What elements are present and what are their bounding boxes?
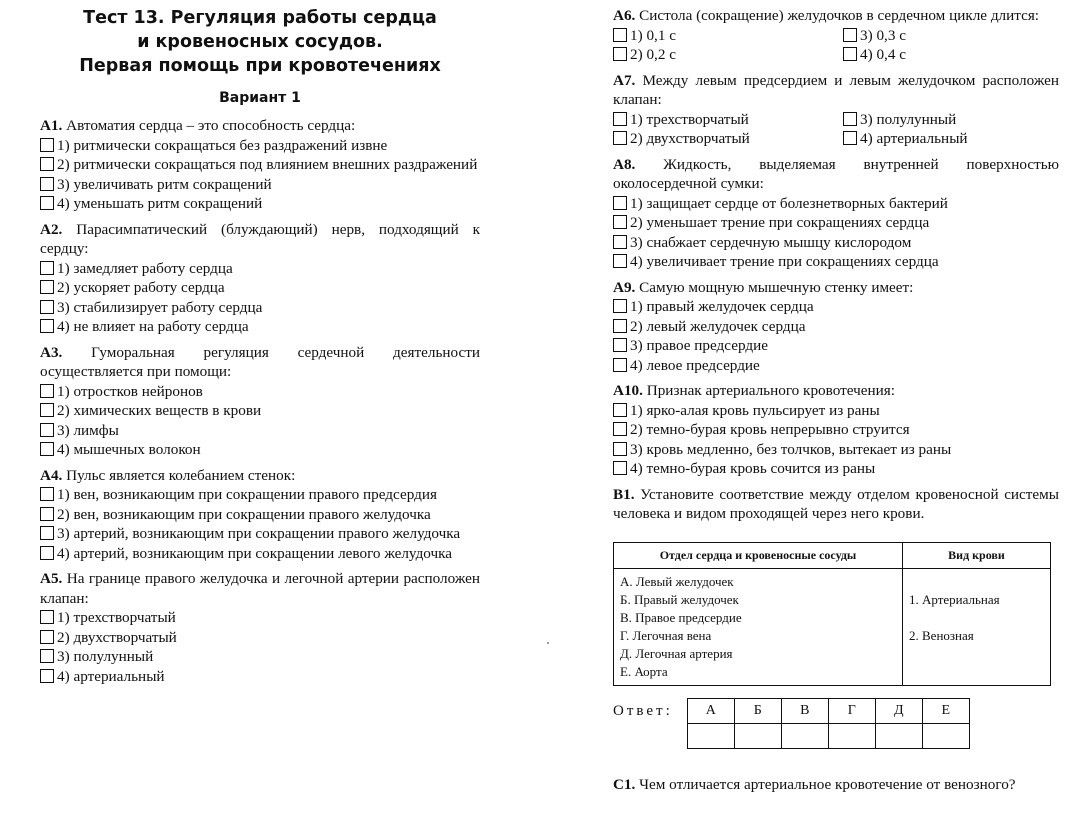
answer-cell[interactable] (687, 724, 734, 749)
variant-heading: Вариант 1 (219, 90, 301, 106)
checkbox[interactable] (40, 487, 54, 501)
question-text: Пульс является колебанием стенок: (66, 466, 296, 484)
answer-cell[interactable] (875, 724, 922, 749)
checkbox[interactable] (40, 630, 54, 644)
checkbox[interactable] (40, 157, 54, 171)
answer-letter: В (781, 699, 828, 724)
checkbox[interactable] (843, 47, 857, 61)
checkbox[interactable] (40, 423, 54, 437)
answer-block (613, 698, 1059, 749)
answer-option[interactable]: 1) вен, возникающим при сокращении правого предсердия (40, 485, 480, 505)
question-а5 (40, 569, 480, 686)
list-item: Е. Аорта (620, 664, 668, 679)
answer-cell[interactable] (781, 724, 828, 749)
question-а10 (613, 381, 1059, 479)
answer-letter: Б (734, 699, 781, 724)
page-title (40, 6, 480, 78)
checkbox[interactable] (40, 300, 54, 314)
answer-option[interactable]: 4) 0,4 с (843, 45, 1043, 65)
checkbox[interactable] (613, 299, 627, 313)
list-item: 2. Венозная (909, 628, 974, 643)
question-c1 (613, 775, 1059, 795)
checkbox[interactable] (613, 358, 627, 372)
answer-letter: Д (875, 699, 922, 724)
answer-option[interactable]: 1) правый желудочек сердца (613, 297, 1059, 317)
answer-cell[interactable] (734, 724, 781, 749)
question-а4 (40, 466, 480, 564)
parts-cell (614, 569, 903, 686)
answer-option[interactable]: 2) 0,2 с (613, 45, 843, 65)
title-line-3: Первая помощь при кровотечениях (79, 56, 441, 76)
checkbox[interactable] (843, 112, 857, 126)
question-text: Жидкость, выделяемая внутренней поверхностью околосердечной сумки: (613, 155, 1060, 192)
question-text: На границе правого желудочка и легочной артерии расположен клапан: (40, 570, 480, 607)
answer-option[interactable]: 2) двухстворчатый (40, 628, 480, 648)
question-text: Систола (сокращение) желудочков в сердечном цикле длится: (639, 7, 1040, 24)
question-a6 (613, 6, 1059, 65)
answer-cell[interactable] (828, 724, 875, 749)
answer-option[interactable]: 4) артериальный (843, 129, 1043, 149)
checkbox[interactable] (40, 442, 54, 456)
question-text: Парасимпатический (блуждающий) нерв, подходящий к сердцу: (40, 220, 481, 257)
answer-option[interactable]: 3) снабжает сердечную мышцу кислородом (613, 233, 1059, 253)
answer-option[interactable]: 1) 0,1 с (613, 26, 843, 46)
list-item: В. Правое предсердие (620, 610, 742, 625)
question-text: Гуморальная регуляция сердечной деятельности осуществляется при помощи: (40, 343, 480, 380)
answer-option[interactable]: 4) уменьшать ритм сокращений (40, 194, 480, 214)
list-item: Б. Правый желудочек (620, 592, 739, 607)
answer-option[interactable]: 4) увеличивает трение при сокращениях сердца (613, 252, 1059, 272)
question-number: А1. (40, 117, 63, 134)
answer-option[interactable]: 3) артерий, возникающим при сокращении правого желудочка (40, 524, 480, 544)
question-text: Между левым предсердием и левым желудочком расположен клапан: (613, 71, 1060, 108)
right-question-list (613, 155, 1059, 479)
list-item: А. Левый желудочек (620, 574, 734, 589)
answer-grid (687, 698, 970, 749)
title-line-1: Тест 13. Регуляция работы сердца (83, 8, 437, 28)
answer-option[interactable]: 4) мышечных волокон (40, 440, 480, 460)
checkbox[interactable] (40, 507, 54, 521)
checkbox[interactable] (40, 319, 54, 333)
checkbox[interactable] (613, 28, 627, 42)
answer-options (613, 110, 1059, 149)
list-item: 1. Артериальная (909, 592, 1000, 607)
question-text: Чем отличается артериальное кровотечение от венозного? (639, 776, 1016, 793)
question-а1 (40, 116, 480, 214)
checkbox[interactable] (843, 28, 857, 42)
answer-option[interactable]: 3) 0,3 с (843, 26, 1043, 46)
question-number: В1. (613, 485, 635, 503)
question-a7 (613, 71, 1059, 149)
question-number: А9. (613, 278, 636, 296)
types-cell (903, 569, 1051, 686)
answer-option[interactable]: 2) двухстворчатый (613, 129, 843, 149)
right-column (613, 0, 1059, 801)
answer-option[interactable]: 3) стабилизирует работу сердца (40, 298, 480, 318)
answer-option[interactable]: 1) отростков нейронов (40, 382, 480, 402)
answer-option[interactable]: 2) ускоряет работу сердца (40, 278, 480, 298)
checkbox[interactable] (613, 215, 627, 229)
question-text: Признак артериального кровотечения: (646, 382, 895, 399)
question-а9 (613, 278, 1059, 376)
checkbox[interactable] (613, 442, 627, 456)
checkbox[interactable] (613, 196, 627, 210)
left-questions (40, 116, 480, 686)
title-line-2: и кровеносных сосудов. (137, 32, 383, 52)
question-number: А3. (40, 343, 63, 361)
question-number: А8. (613, 155, 636, 173)
checkbox[interactable] (40, 669, 54, 683)
question-number: А7. (613, 71, 636, 89)
table-header: Вид крови (903, 542, 1051, 569)
question-text: Самую мощную мышечную стенку имеет: (639, 278, 914, 296)
answer-option[interactable]: 4) не влияет на работу сердца (40, 317, 480, 337)
checkbox[interactable] (613, 131, 627, 145)
question-number: А5. (40, 570, 63, 587)
checkbox[interactable] (613, 422, 627, 436)
question-а8 (613, 155, 1059, 272)
question-text: Установите соответствие между отделом кровеносной системы человека и видом проходящей через него крови. (613, 485, 1059, 522)
answer-option[interactable]: 3) полулунный (843, 110, 1043, 130)
answer-letter: Е (922, 699, 969, 724)
answer-option[interactable]: 2) левый желудочек сердца (613, 317, 1059, 337)
checkbox[interactable] (40, 403, 54, 417)
answer-label: Ответ: (613, 703, 673, 719)
answer-option[interactable]: 3) кровь медленно, без толчков, вытекает из раны (613, 440, 1059, 460)
answer-option[interactable]: 1) защищает сердце от болезнетворных бактерий (613, 194, 1059, 214)
answer-option[interactable]: 2) уменьшает трение при сокращениях сердца (613, 213, 1059, 233)
right-questions (613, 6, 1059, 795)
answer-option[interactable]: 1) ритмически сокращаться без раздражений извне (40, 136, 480, 156)
checkbox[interactable] (613, 403, 627, 417)
question-number: А10. (613, 382, 643, 399)
answer-option[interactable]: 2) ритмически сокращаться под влиянием внешних раздражений (40, 155, 480, 175)
checkbox[interactable] (40, 196, 54, 210)
question-number: А6. (613, 7, 636, 24)
answer-option[interactable]: 1) трехстворчатый (40, 608, 480, 628)
answer-option[interactable]: 1) трехстворчатый (613, 110, 843, 130)
checkbox[interactable] (40, 138, 54, 152)
checkbox[interactable] (40, 280, 54, 294)
list-item: Г. Легочная вена (620, 628, 712, 643)
table-header: Отдел сердца и кровеносные сосуды (614, 542, 903, 569)
answer-letter: Г (828, 699, 875, 724)
checkbox[interactable] (40, 526, 54, 540)
question-а2 (40, 220, 480, 337)
question-number: А2. (40, 220, 63, 238)
checkbox[interactable] (40, 261, 54, 275)
checkbox[interactable] (613, 319, 627, 333)
answer-option[interactable]: 1) замедляет работу сердца (40, 259, 480, 279)
left-column (40, 0, 480, 692)
checkbox[interactable] (40, 384, 54, 398)
answer-option[interactable]: 2) вен, возникающим при сокращении правого желудочка (40, 505, 480, 525)
question-number: С1. (613, 776, 636, 793)
question-number: А4. (40, 466, 63, 484)
answer-option[interactable]: 3) лимфы (40, 421, 480, 441)
answer-option[interactable]: 2) темно-бурая кровь непрерывно струится (613, 420, 1059, 440)
checkbox[interactable] (40, 177, 54, 191)
checkbox[interactable] (613, 254, 627, 268)
checkbox[interactable] (613, 338, 627, 352)
answer-cell[interactable] (922, 724, 969, 749)
question-b1 (613, 485, 1059, 750)
checkbox[interactable] (613, 47, 627, 61)
checkbox[interactable] (843, 131, 857, 145)
scan-dot (547, 642, 549, 644)
checkbox[interactable] (40, 546, 54, 560)
checkbox[interactable] (613, 235, 627, 249)
question-text: Автоматия сердца – это способность сердца: (66, 117, 356, 134)
answer-option[interactable]: 2) химических веществ в крови (40, 401, 480, 421)
answer-letter: А (687, 699, 734, 724)
checkbox[interactable] (613, 112, 627, 126)
matching-table (613, 542, 1051, 687)
answer-option[interactable]: 3) правое предсердие (613, 336, 1059, 356)
checkbox[interactable] (613, 461, 627, 475)
answer-option[interactable]: 4) темно-бурая кровь сочится из раны (613, 459, 1059, 479)
answer-option[interactable]: 3) полулунный (40, 647, 480, 667)
answer-option[interactable]: 4) артерий, возникающим при сокращении левого желудочка (40, 544, 480, 564)
list-item: Д. Легочная артерия (620, 646, 733, 661)
answer-options (613, 26, 1059, 65)
answer-option[interactable]: 1) ярко-алая кровь пульсирует из раны (613, 401, 1059, 421)
answer-option[interactable]: 4) артериальный (40, 667, 480, 687)
checkbox[interactable] (40, 649, 54, 663)
answer-option[interactable]: 3) увеличивать ритм сокращений (40, 175, 480, 195)
question-а3 (40, 343, 480, 460)
checkbox[interactable] (40, 610, 54, 624)
answer-option[interactable]: 4) левое предсердие (613, 356, 1059, 376)
